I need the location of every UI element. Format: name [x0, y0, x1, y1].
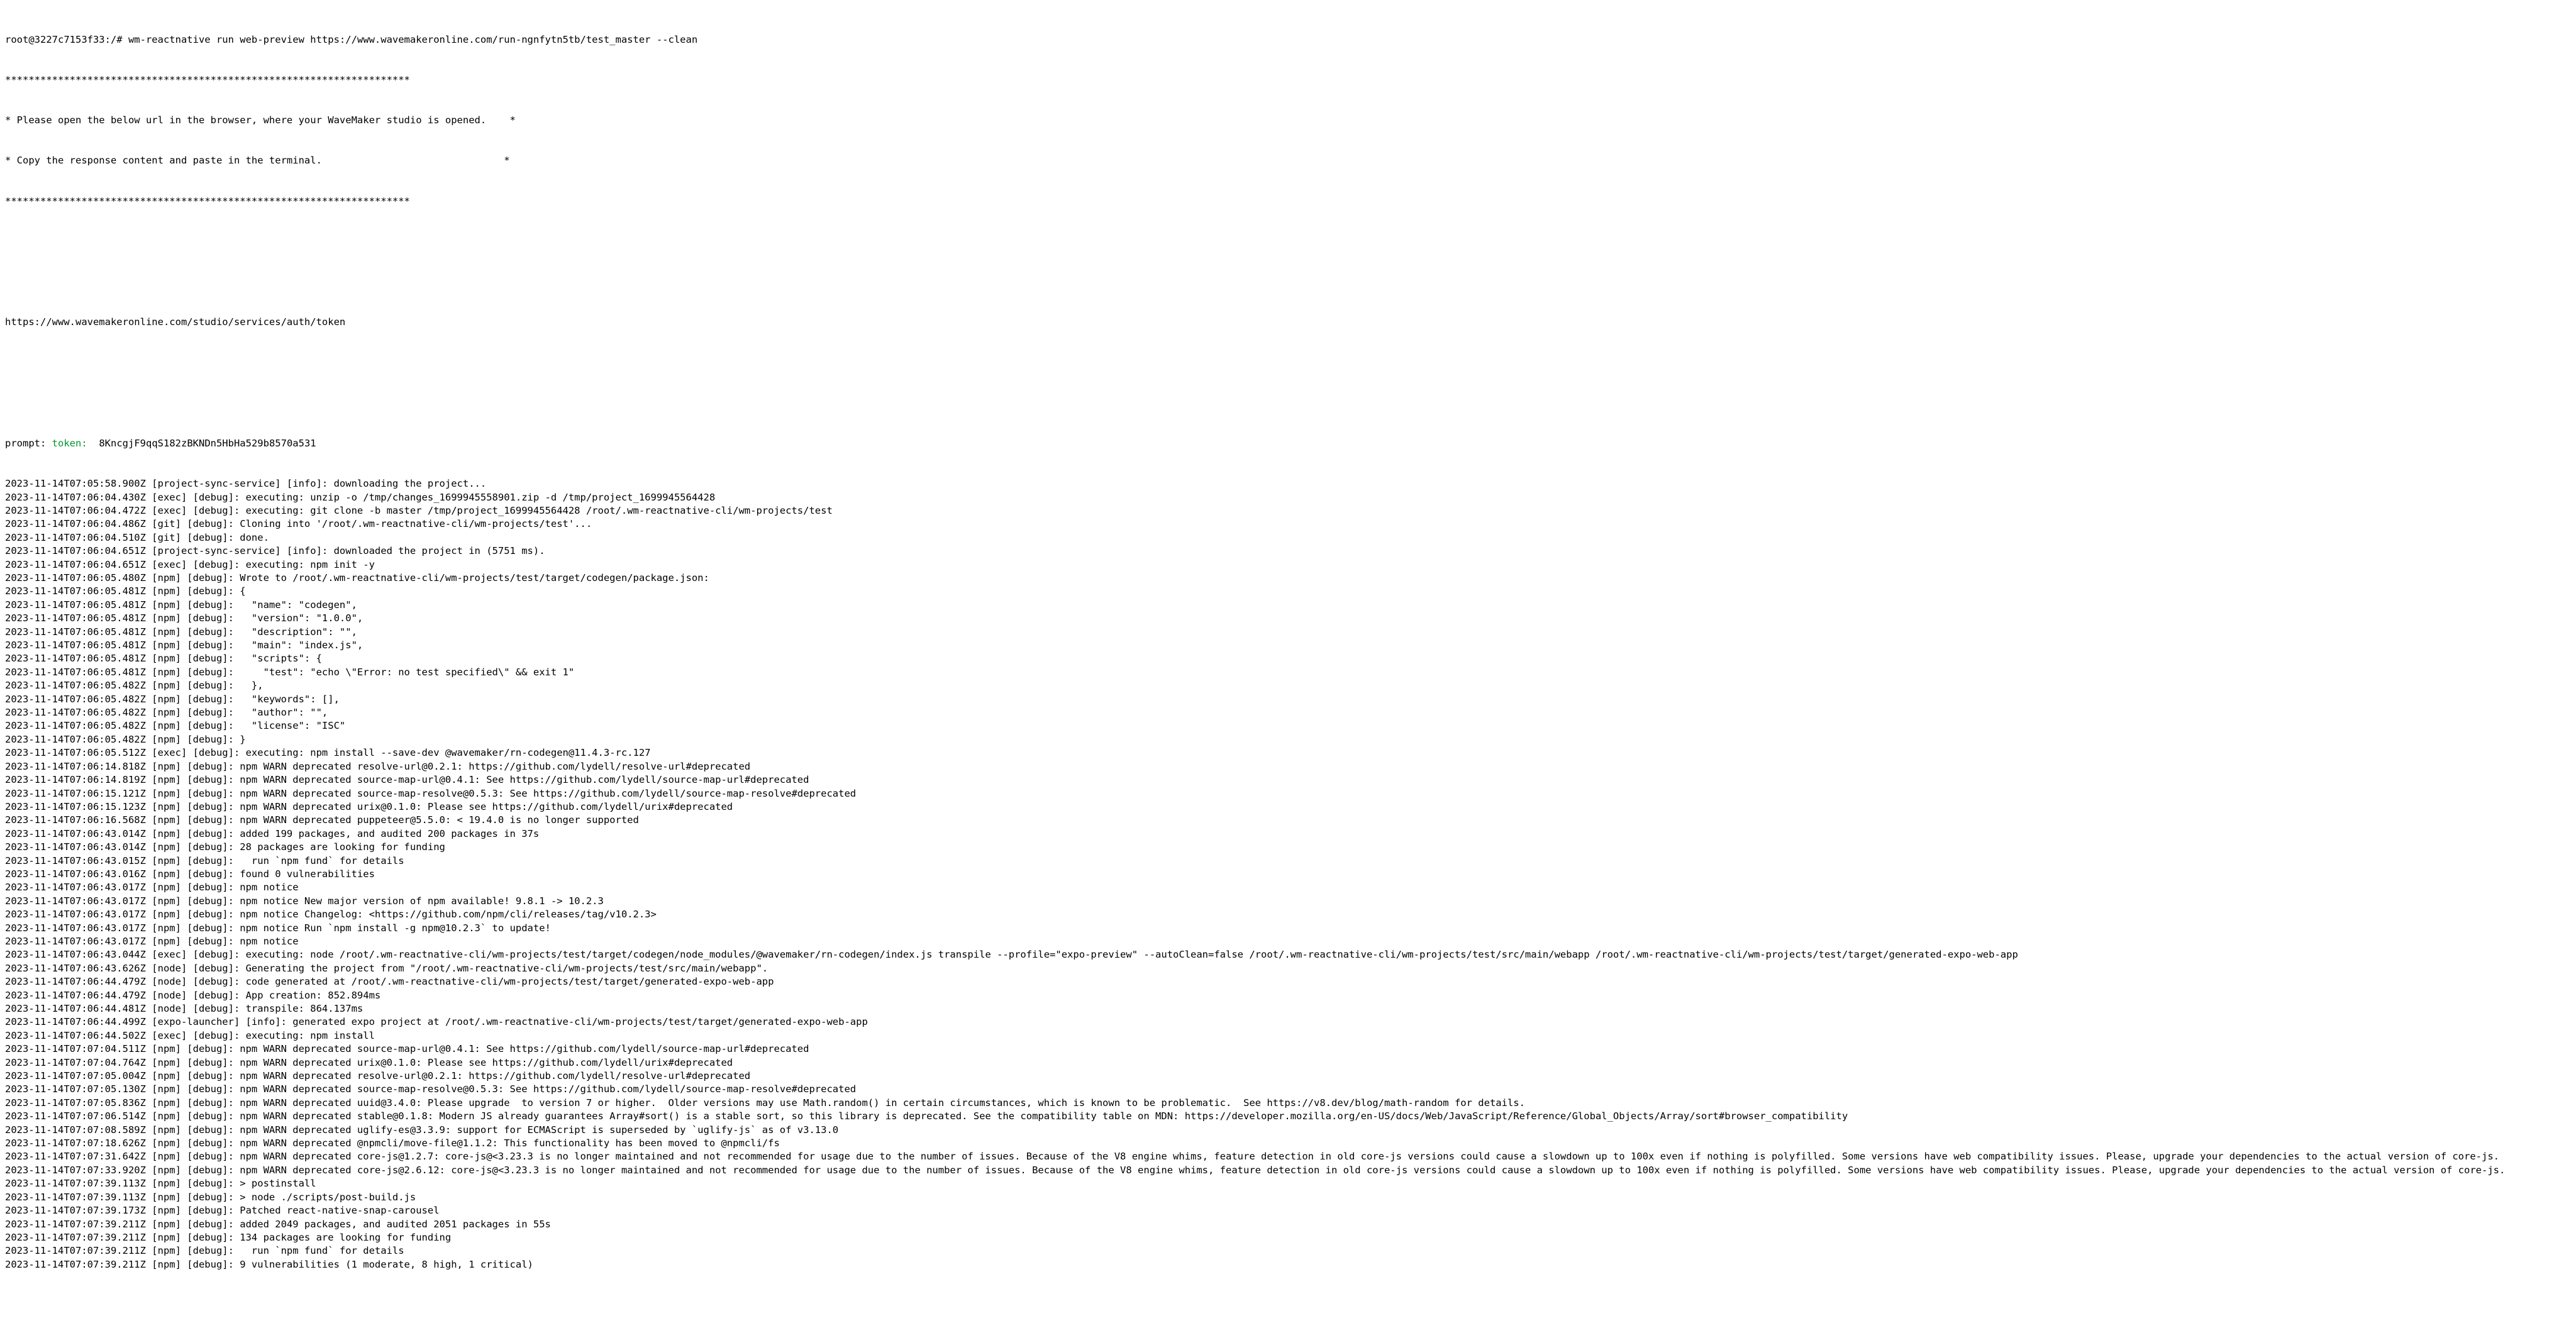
log-line: 2023-11-14T07:06:14.818Z [npm] [debug]: npm WARN deprecated resolve-url@0.2.1: https://github.com/lydell/resolve-url#deprecated	[5, 760, 751, 772]
prompt-label: prompt:	[5, 437, 47, 449]
log-line: 2023-11-14T07:06:04.510Z [git] [debug]: done.	[5, 531, 269, 543]
banner-line-1: * Please open the below url in the browser, where your WaveMaker studio is opened. *	[5, 114, 516, 126]
banner-line-2: * Copy the response content and paste in the terminal. *	[5, 155, 510, 167]
log-line: 2023-11-14T07:06:44.502Z [exec] [debug]: executing: npm install	[5, 1029, 375, 1041]
blank-line	[5, 235, 2571, 248]
log-line: 2023-11-14T07:06:05.482Z [npm] [debug]: "author": "",	[5, 707, 328, 719]
log-line: 2023-11-14T07:06:05.512Z [exec] [debug]: executing: npm install --save-dev @wavemaker/rn-codegen@11.4.3-rc.127	[5, 747, 651, 759]
log-line: 2023-11-14T07:06:05.481Z [npm] [debug]: "description": "",	[5, 626, 357, 638]
blank-line	[5, 357, 2571, 370]
log-line: 2023-11-14T07:06:44.479Z [node] [debug]: code generated at /root/.wm-reactnative-cli/wm-projects/test/target/generated-expo-web-app	[5, 976, 774, 988]
log-line: 2023-11-14T07:06:16.568Z [npm] [debug]: npm WARN deprecated puppeteer@5.5.0: < 19.4.0 is no longer supported	[5, 814, 639, 826]
log-line: 2023-11-14T07:06:05.482Z [npm] [debug]: },	[5, 680, 264, 692]
log-line: 2023-11-14T07:06:04.651Z [exec] [debug]: executing: npm init -y	[5, 558, 375, 570]
log-line: 2023-11-14T07:07:31.642Z [npm] [debug]: npm WARN deprecated core-js@1.2.7: core-js@<3.23.3 is no longer maintained and not recommended for usage due to the number of issues. Because of the V8 engine whims, feature detection in old core-js versions could cause a slowdown up to 100x even if nothing is polyfilled. Some versions have web compatibility issues. Please, upgrade your dependencies to the actual version of core-js.	[5, 1151, 2500, 1163]
token-value: 8KncgjF9qqS182zBKNDn5HbHa529b8570a531	[99, 437, 316, 449]
auth-url[interactable]: https://www.wavemakeronline.com/studio/services/auth/token	[5, 316, 346, 328]
log-line: 2023-11-14T07:07:08.589Z [npm] [debug]: npm WARN deprecated uglify-es@3.3.9: support for ECMAScript is superseded by `uglify-js` as of v3.13.0	[5, 1124, 839, 1136]
log-line: 2023-11-14T07:07:39.211Z [npm] [debug]: 9 vulnerabilities (1 moderate, 8 high, 1 critical)	[5, 1258, 533, 1270]
log-line: 2023-11-14T07:06:14.819Z [npm] [debug]: npm WARN deprecated source-map-url@0.4.1: See https://github.com/lydell/source-map-url#deprecated	[5, 774, 809, 786]
log-line: 2023-11-14T07:05:58.900Z [project-sync-service] [info]: downloading the project...	[5, 478, 487, 490]
log-line: 2023-11-14T07:06:43.017Z [npm] [debug]: npm notice New major version of npm available! 9.8.1 -> 10.2.3	[5, 895, 604, 907]
token-label: token:	[52, 437, 87, 449]
blank-line	[5, 397, 2571, 410]
log-line: 2023-11-14T07:07:39.113Z [npm] [debug]: > postinstall	[5, 1178, 316, 1190]
log-line: 2023-11-14T07:06:05.480Z [npm] [debug]: Wrote to /root/.wm-reactnative-cli/wm-projects/test/target/codegen/package.json:	[5, 572, 709, 584]
shell-prompt-command: root@3227c7153f33:/# wm-reactnative run web-preview https://www.wavemakeronline.com/run-ngnfytn5tb/test_master --clean	[5, 33, 698, 45]
log-line: 2023-11-14T07:06:43.017Z [npm] [debug]: npm notice	[5, 882, 299, 893]
log-line: 2023-11-14T07:06:04.430Z [exec] [debug]: executing: unzip -o /tmp/changes_1699945558901.zip -d /tmp/project_1699945564428	[5, 491, 716, 503]
banner-line-0: *********************************************************************	[5, 74, 410, 86]
log-line: 2023-11-14T07:06:05.482Z [npm] [debug]: }	[5, 733, 246, 745]
log-line: 2023-11-14T07:07:39.211Z [npm] [debug]: run `npm fund` for details	[5, 1245, 404, 1257]
log-line: 2023-11-14T07:06:05.481Z [npm] [debug]: "main": "index.js",	[5, 639, 364, 651]
log-line: 2023-11-14T07:06:05.481Z [npm] [debug]: "version": "1.0.0",	[5, 612, 364, 624]
log-line: 2023-11-14T07:07:39.173Z [npm] [debug]: Patched react-native-snap-carousel	[5, 1205, 440, 1217]
log-line: 2023-11-14T07:06:05.481Z [npm] [debug]: {	[5, 585, 246, 597]
log-line: 2023-11-14T07:06:04.472Z [exec] [debug]: executing: git clone -b master /tmp/project_1699945564428 /root/.wm-reactnative-cli/wm-projects/test	[5, 504, 833, 516]
log-line: 2023-11-14T07:06:05.481Z [npm] [debug]: "name": "codegen",	[5, 599, 357, 611]
log-line: 2023-11-14T07:06:05.481Z [npm] [debug]: "test": "echo \"Error: no test specified\" && exit 1"	[5, 666, 575, 678]
log-line: 2023-11-14T07:06:05.481Z [npm] [debug]: "scripts": {	[5, 653, 322, 665]
log-line: 2023-11-14T07:07:05.130Z [npm] [debug]: npm WARN deprecated source-map-resolve@0.5.3: See https://github.com/lydell/source-map-resolve#deprecated	[5, 1083, 857, 1095]
log-line: 2023-11-14T07:06:04.651Z [project-sync-service] [info]: downloaded the project in (5751 ms).	[5, 545, 545, 557]
log-line: 2023-11-14T07:06:44.499Z [expo-launcher] [info]: generated expo project at /root/.wm-reactnative-cli/wm-projects/test/target/generated-expo-web-app	[5, 1016, 868, 1028]
token-prompt-row	[5, 437, 2571, 450]
log-line: 2023-11-14T07:06:43.017Z [npm] [debug]: npm notice Changelog: <https://github.com/npm/cli/releases/tag/v10.2.3>	[5, 909, 657, 921]
log-line: 2023-11-14T07:07:39.211Z [npm] [debug]: 134 packages are looking for funding	[5, 1231, 452, 1243]
banner-line-3: *********************************************************************	[5, 195, 410, 207]
log-line: 2023-11-14T07:06:43.014Z [npm] [debug]: added 199 packages, and audited 200 packages in 37s	[5, 827, 540, 839]
log-line: 2023-11-14T07:06:43.016Z [npm] [debug]: found 0 vulnerabilities	[5, 868, 375, 880]
log-line-list	[5, 477, 2571, 1271]
log-line: 2023-11-14T07:07:39.113Z [npm] [debug]: > node ./scripts/post-build.js	[5, 1191, 416, 1203]
blank-line	[5, 275, 2571, 289]
log-line: 2023-11-14T07:06:04.486Z [git] [debug]: Cloning into '/root/.wm-reactnative-cli/wm-projects/test'...	[5, 518, 592, 530]
log-line: 2023-11-14T07:06:15.123Z [npm] [debug]: npm WARN deprecated urix@0.1.0: Please see https://github.com/lydell/urix#deprecated	[5, 800, 733, 812]
log-line: 2023-11-14T07:06:44.479Z [node] [debug]: App creation: 852.894ms	[5, 989, 381, 1001]
log-line: 2023-11-14T07:06:44.481Z [node] [debug]: transpile: 864.137ms	[5, 1003, 364, 1014]
log-line: 2023-11-14T07:06:43.015Z [npm] [debug]: run `npm fund` for details	[5, 855, 404, 866]
log-line: 2023-11-14T07:07:18.626Z [npm] [debug]: npm WARN deprecated @npmcli/move-file@1.1.2: This functionality has been moved to @npmcli/fs	[5, 1137, 780, 1149]
log-line: 2023-11-14T07:06:43.014Z [npm] [debug]: 28 packages are looking for funding	[5, 841, 445, 853]
log-line: 2023-11-14T07:07:04.764Z [npm] [debug]: npm WARN deprecated urix@0.1.0: Please see https://github.com/lydell/urix#deprecated	[5, 1056, 733, 1068]
log-line: 2023-11-14T07:07:05.836Z [npm] [debug]: npm WARN deprecated uuid@3.4.0: Please upgrade to version 7 or higher. Older versions may use Math.random() in certain circumstances, which is known to be problematic. See https://v8.dev/blog/math-random for details.	[5, 1097, 1525, 1109]
log-line: 2023-11-14T07:06:43.626Z [node] [debug]: Generating the project from "/root/.wm-reactnative-cli/wm-projects/test/src/main/webapp".	[5, 962, 769, 974]
log-line: 2023-11-14T07:06:43.017Z [npm] [debug]: npm notice Run `npm install -g npm@10.2.3` to update!	[5, 922, 551, 934]
log-line: 2023-11-14T07:07:06.514Z [npm] [debug]: npm WARN deprecated stable@0.1.8: Modern JS already guarantees Array#sort() is a stable sort, so this library is deprecated. See the compatibility table on MDN: https://developer.mozilla.org/en-US/docs/Web/JavaScript/Reference/Global_Objects/Array/sort#browser_compatibility	[5, 1110, 1848, 1122]
log-line: 2023-11-14T07:06:43.017Z [npm] [debug]: npm notice	[5, 935, 299, 947]
log-line: 2023-11-14T07:06:05.482Z [npm] [debug]: "keywords": [],	[5, 693, 340, 705]
log-line: 2023-11-14T07:06:43.044Z [exec] [debug]: executing: node /root/.wm-reactnative-cli/wm-projects/test/target/codegen/node_modules/@wavemaker/rn-codegen/index.js transpile --profile="expo-preview" --autoClean=false /root/.wm-reactnative-cli/wm-projects/test/src/main/webapp /root/.wm-reactnative-cli/wm-projects/test/target/generated-expo-web-app	[5, 949, 2018, 961]
log-line: 2023-11-14T07:07:39.211Z [npm] [debug]: added 2049 packages, and audited 2051 packages in 55s	[5, 1218, 551, 1230]
log-line: 2023-11-14T07:07:04.511Z [npm] [debug]: npm WARN deprecated source-map-url@0.4.1: See https://github.com/lydell/source-map-url#deprecated	[5, 1043, 809, 1055]
log-line: 2023-11-14T07:06:15.121Z [npm] [debug]: npm WARN deprecated source-map-resolve@0.5.3: See https://github.com/lydell/source-map-resolve#deprecated	[5, 787, 857, 799]
log-line: 2023-11-14T07:07:05.004Z [npm] [debug]: npm WARN deprecated resolve-url@0.2.1: https://github.com/lydell/resolve-url#deprecated	[5, 1070, 751, 1082]
log-line: 2023-11-14T07:06:05.482Z [npm] [debug]: "license": "ISC"	[5, 720, 346, 732]
log-line: 2023-11-14T07:07:33.920Z [npm] [debug]: npm WARN deprecated core-js@2.6.12: core-js@<3.23.3 is no longer maintained and not recommended for usage due to the number of issues. Because of the V8 engine whims, feature detection in old core-js versions could cause a slowdown up to 100x even if nothing is polyfilled. Some versions have web compatibility issues. Please, upgrade your dependencies to the actual version of core-js.	[5, 1164, 2506, 1176]
